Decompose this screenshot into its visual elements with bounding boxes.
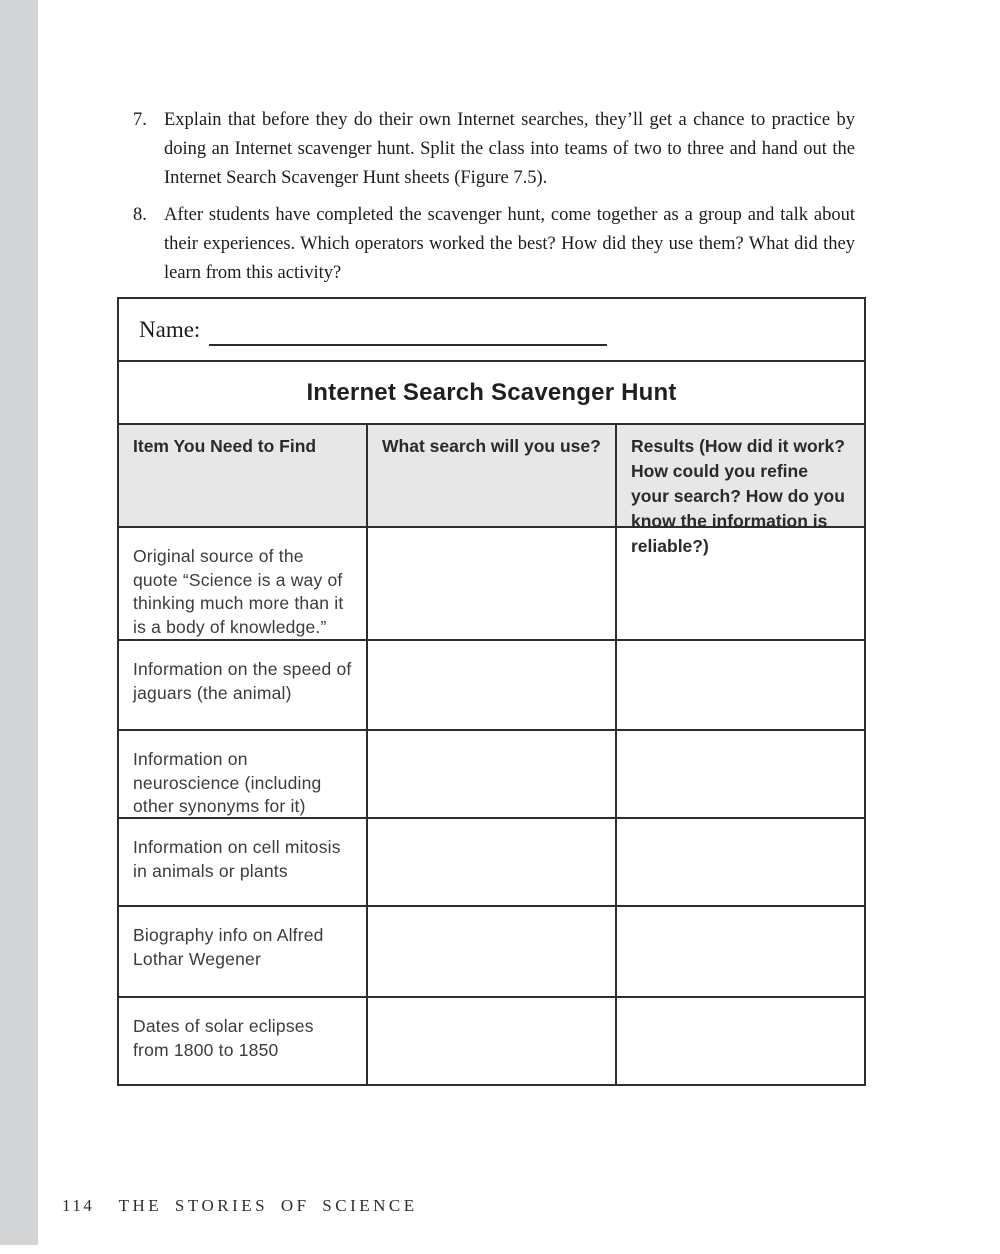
instruction-text: Explain that before they do their own Internet searches, they’ll get a chance to practice by doing an Internet scavenger hunt. Split the class into teams of two to three and hand out the Internet Search Scavenger Hunt sheets (Figure 7.5). [164,110,855,188]
name-row [119,299,864,360]
page-number: 114 [62,1196,95,1215]
instruction-item [133,106,855,193]
search-cell [366,528,615,639]
item-cell: Information on neuroscience (including other synonyms for it) [133,749,322,816]
search-cell [366,731,615,817]
results-cell [615,731,864,817]
scan-edge [0,0,38,1245]
name-blank-line [209,314,607,346]
worksheet-row [119,729,864,817]
instruction-text: After students have completed the scavenger hunt, come together as a group and talk about their experiences. Which operators worked the best? How did they use them? What did they learn from this activity? [164,205,855,283]
results-cell [615,528,864,639]
instructions-list [133,106,855,296]
column-header-search: What search will you use? [366,425,615,526]
results-cell [615,907,864,996]
worksheet-header-row [119,423,864,556]
worksheet-table [117,297,866,1086]
worksheet-row [119,905,864,996]
search-cell [366,998,615,1084]
item-cell: Information on cell mitosis in animals or plants [133,837,341,881]
worksheet-title: Internet Search Scavenger Hunt [119,360,864,423]
column-header-item: Item You Need to Find [133,436,317,456]
results-cell [615,819,864,905]
results-cell [615,641,864,729]
page-footer [62,1196,418,1216]
worksheet-row [119,526,864,639]
instruction-item [133,201,855,288]
worksheet-row [119,817,864,905]
name-label: Name: [139,316,201,342]
search-cell [366,819,615,905]
item-cell: Biography info on Alfred Lothar Wegener [133,925,324,969]
item-cell: Information on the speed of jaguars (the animal) [133,659,352,703]
item-cell: Dates of solar eclipses from 1800 to 1850 [133,1016,314,1060]
results-cell [615,998,864,1084]
instruction-number: 8. [133,205,147,225]
column-header-results: Results (How did it work? How could you refine your search? How do you know the information is reliable?) [615,425,864,526]
instruction-number: 7. [133,110,147,130]
item-cell: Original source of the quote “Science is a way of thinking much more than it is a body of knowledge.” [133,546,344,637]
worksheet-row [119,996,864,1084]
worksheet-row [119,639,864,729]
running-footer-title: THE STORIES OF SCIENCE [118,1196,418,1215]
search-cell [366,907,615,996]
search-cell [366,641,615,729]
